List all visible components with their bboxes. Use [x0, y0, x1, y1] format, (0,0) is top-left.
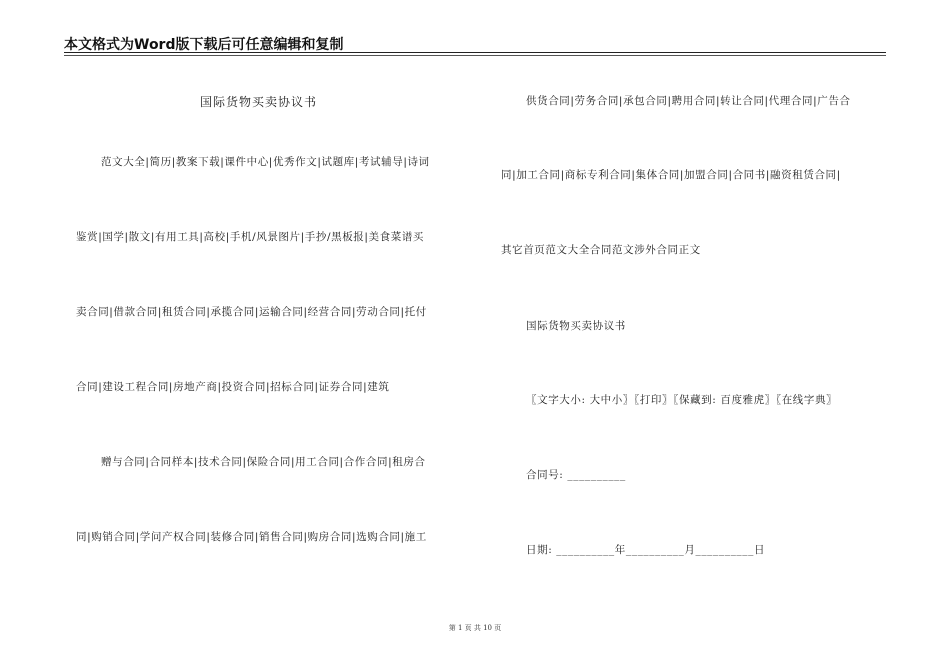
date-line: 日期: __________年__________月__________日 [526, 544, 766, 556]
right-line-1: 供货合同|劳务合同|承包合同|聘用合同|转让合同|代理合同|广告合 [526, 95, 851, 107]
left-line-6: 同|购销合同|学问产权合同|装修合同|销售合同|购房合同|选购合同|施工 [76, 531, 427, 543]
left-line-2: 鉴赏|国学|散文|有用工具|高校|手机/风景图片|手抄/黑板报|美食菜谱买 [76, 231, 425, 243]
left-line-1: 范文大全|简历|教案下载|课件中心|优秀作文|试题库|考试辅导|诗词 [101, 156, 430, 168]
document-header: 本文格式为Word版下载后可任意编辑和复制 [64, 37, 344, 53]
right-line-3: 其它首页范文大全合同范文涉外合同正文 [501, 244, 701, 256]
header-divider-thin [64, 55, 886, 56]
right-line-4: 国际货物买卖协议书 [526, 320, 626, 332]
contract-number-line: 合同号: __________ [526, 469, 626, 481]
left-line-5: 赠与合同|合同样本|技术合同|保险合同|用工合同|合作合同|租房合 [101, 456, 426, 468]
page-footer: 第 1 页 共 10 页 [448, 624, 502, 632]
document-title: 国际货物买卖协议书 [200, 95, 318, 109]
left-line-4: 合同|建设工程合同|房地产商|投资合同|招标合同|证券合同|建筑 [76, 381, 390, 393]
header-divider-thick [64, 52, 886, 53]
right-line-5: 〖文字大小: 大中小〗〖打印〗〖保藏到: 百度雅虎〗〖在线字典〗 [526, 394, 838, 406]
left-line-3: 卖合同|借款合同|租赁合同|承揽合同|运输合同|经营合同|劳动合同|托付 [76, 306, 427, 318]
right-line-2: 同|加工合同|商标专利合同|集体合同|加盟合同|合同书|融资租赁合同| [501, 169, 841, 181]
